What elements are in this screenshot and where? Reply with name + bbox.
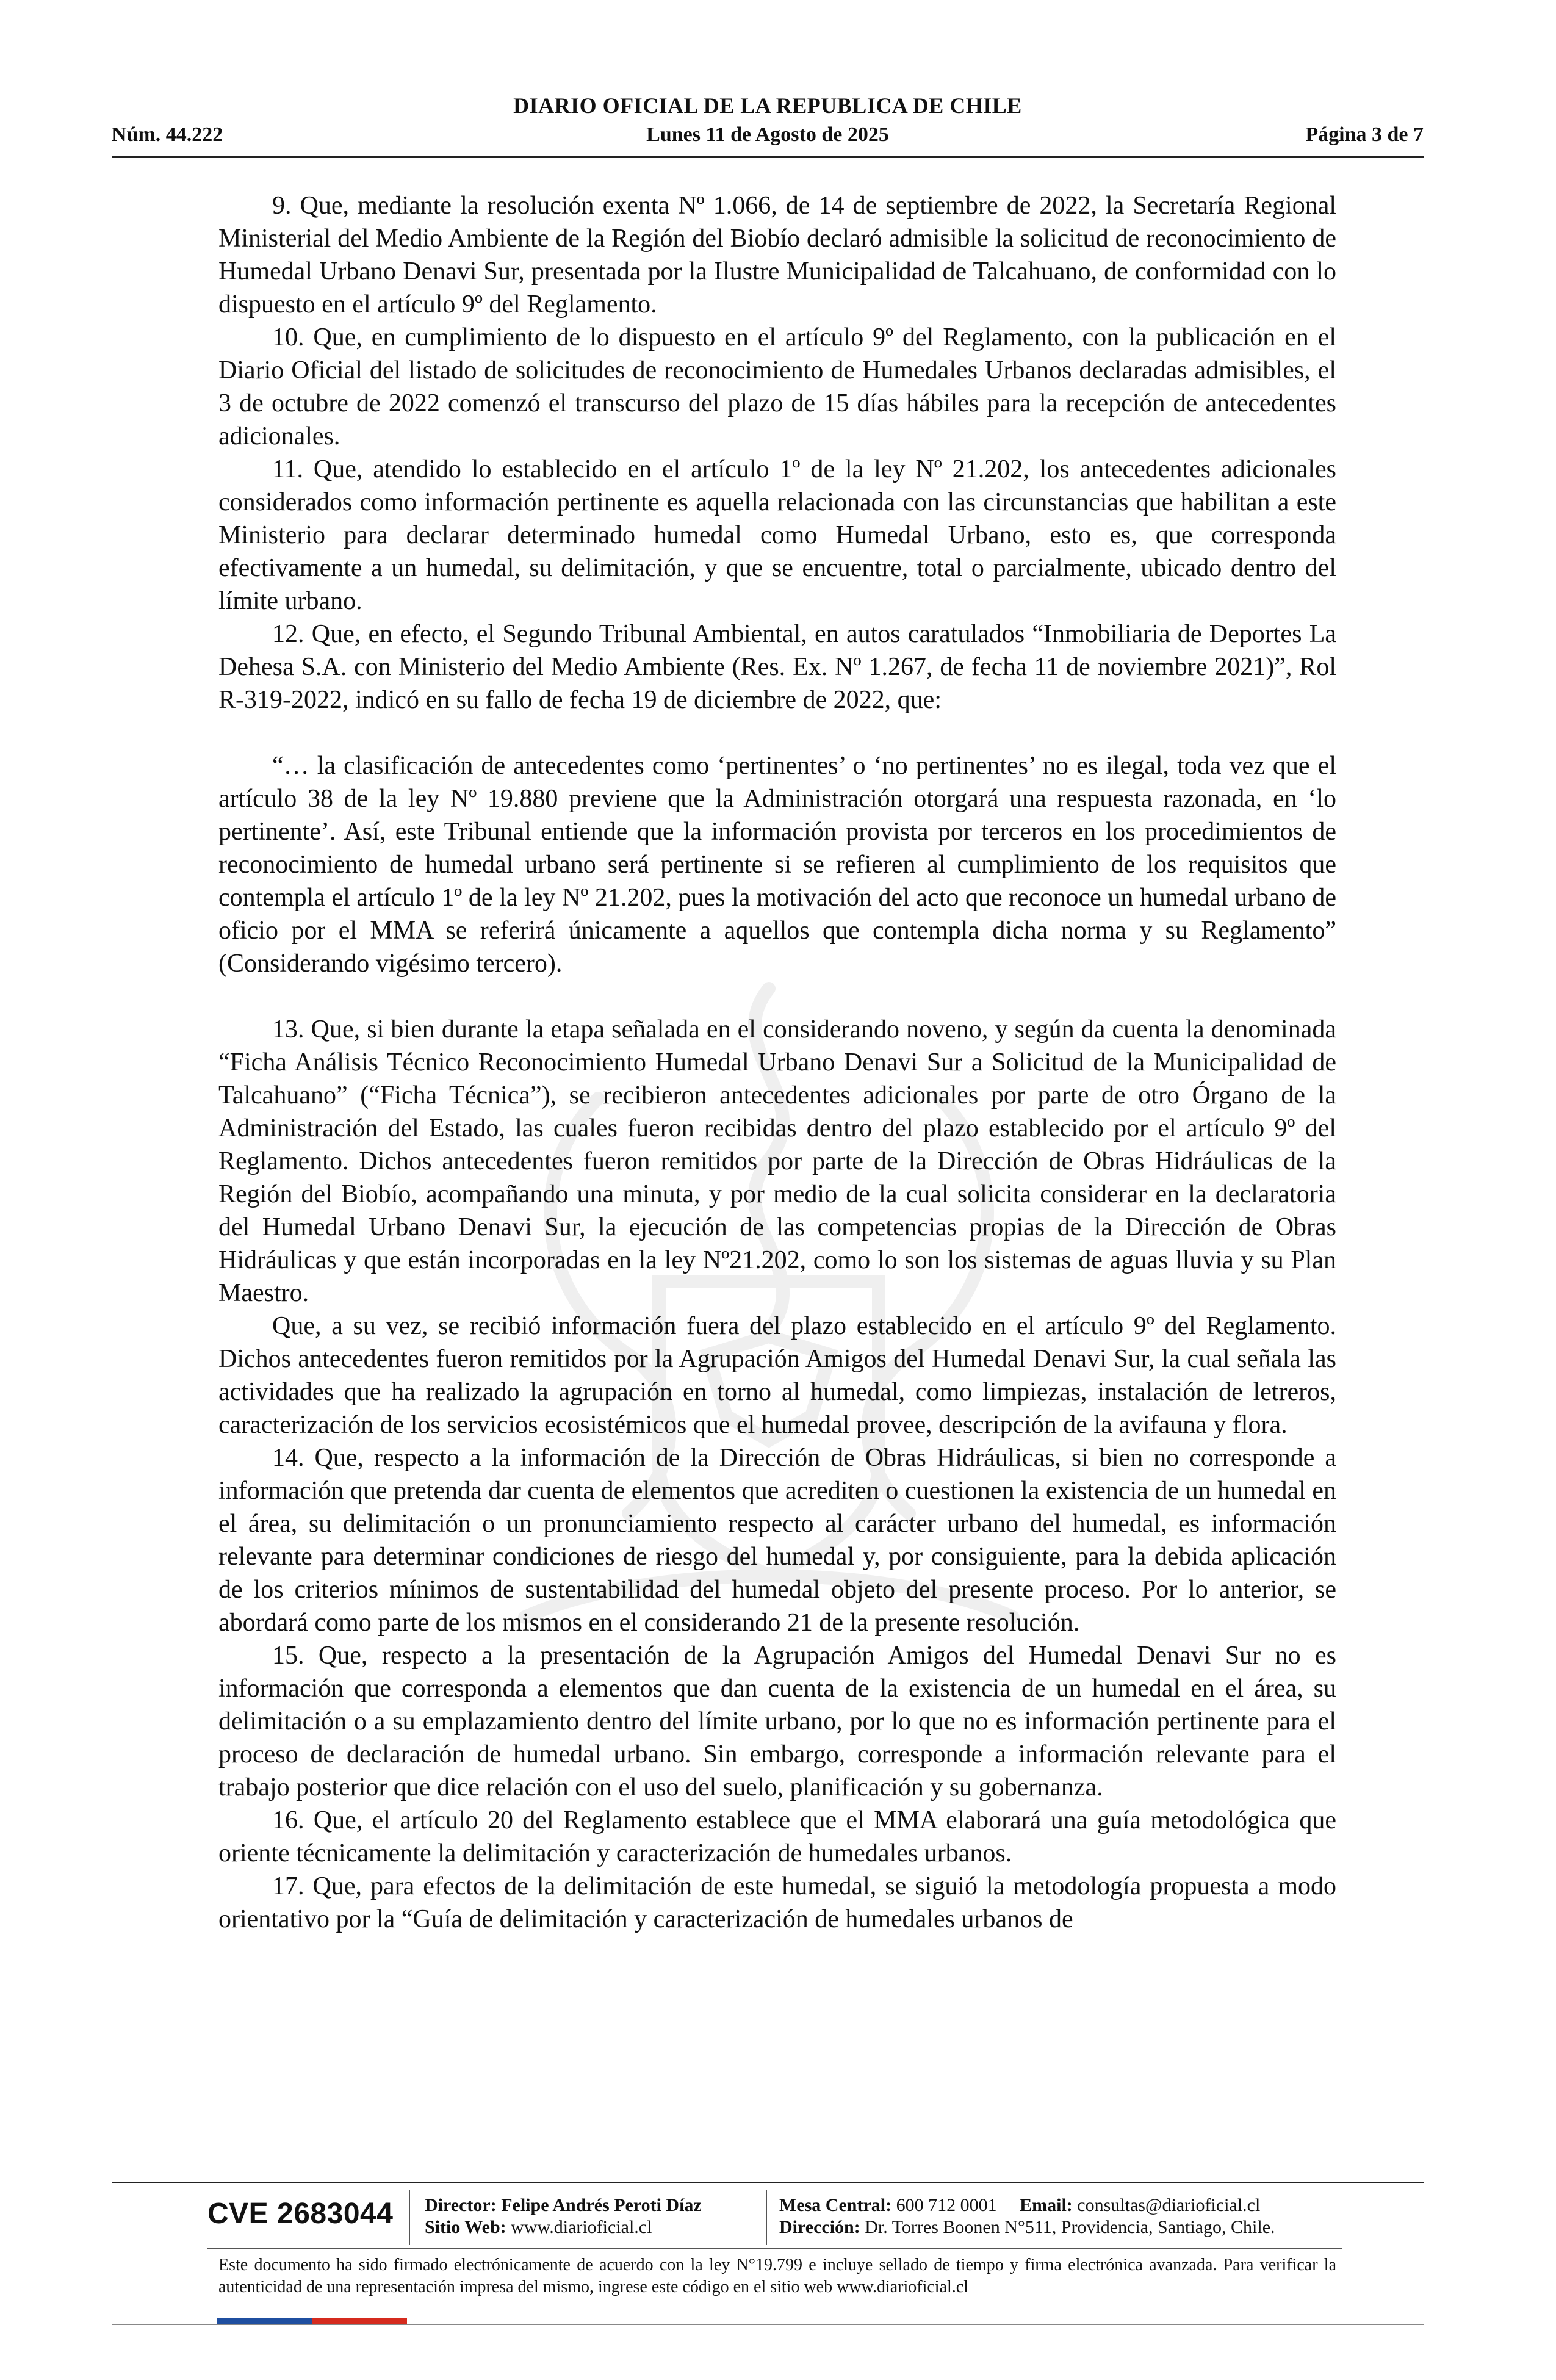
issue-number: Núm. 44.222 [112,123,223,146]
signature-disclaimer: Este documento ha sido firmado electrónicamente de acuerdo con la ley N°19.799 e incluye sellado de tiempo y firma electrónica avanzada. Para verificar la autenticidad de una representación impresa del mismo, ingrese este código en el sitio web www.diarioficial.cl [218,2256,1336,2296]
page-header [112,93,1424,160]
contact-block [779,2194,1275,2238]
email-link[interactable]: consultas@diarioficial.cl [1077,2195,1261,2215]
page-number: Página 3 de 7 [1305,123,1424,146]
issue-date: Lunes 11 de Agosto de 2025 [646,123,889,146]
publication-title: DIARIO OFICIAL DE LA REPUBLICA DE CHILE [513,93,1022,118]
address-line [779,2216,1275,2238]
paragraph-14: 14. Que, respecto a la información de la Dirección de Obras Hidráulicas, si bien no corresponde a información que pretenda dar cuenta de elementos que acrediten o cuestionen la existencia de un humedal en el área, su delimitación o un pronunciamiento respecto al carácter urbano del humedal, es información relevante para determinar condiciones de riesgo del humedal y, por consiguiente, para la debida aplicación de los criterios mínimos de sustentabilidad del humedal objeto del presente proceso. Por lo anterior, se abordará como parte de los mismos en el considerando 21 de la presente resolución. [218,1444,1336,1637]
footer-separator [409,2190,410,2245]
phone-label: Mesa Central: [779,2195,892,2215]
header-divider [112,156,1424,158]
footer-bottom-divider [112,2324,1424,2325]
paragraph-16: 16. Que, el artículo 20 del Reglamento establece que el MMA elaborará una guía metodológica que oriente técnicamente la delimitación y caracterización de humedales urbanos. [218,1806,1336,1867]
email-label: Email: [1020,2195,1073,2215]
footer-separator [766,2190,767,2245]
footer-top-divider [112,2182,1424,2183]
paragraph-12: 12. Que, en efecto, el Segundo Tribunal Ambiental, en autos caratulados “Inmobiliaria de Deportes La Dehesa S.A. con Ministerio del Medio Ambiente (Res. Ex. Nº 1.267, de fecha 11 de noviembre 2021)”, Rol R-319-2022, indicó en su fallo de fecha 19 de diciembre de 2022, que: [218,620,1336,714]
cve-code: CVE 2683044 [207,2198,394,2230]
tribunal-quote: “… la clasificación de antecedentes como ‘pertinentes’ o ‘no pertinentes’ no es ilegal, toda vez que el artículo 38 de la ley Nº 19.880 previene que la Administración otorgará una respuesta razonada, en ‘lo pertinente’. Así, este Tribunal entiende que la información provista por terceros en los procedimientos de reconocimiento de humedal urbano será pertinente si se refieren al cumplimiento de los requisitos que contempla el artículo 1º de la ley Nº 21.202, pues la motivación del acto que reconoce un humedal urbano de oficio por el MMA se referirá únicamente a aquellos que contempla dicha norma y su Reglamento” (Considerando vigésimo tercero). [218,752,1336,978]
paragraph-15: 15. Que, respecto a la presentación de la Agrupación Amigos del Humedal Denavi Sur no es información que corresponda a elementos que dan cuenta de la existencia de un humedal en el área, su delimitación o a su emplazamiento dentro del límite urbano, por lo que no es información pertinente para el proceso de declaración de humedal urbano. Sin embargo, corresponde a información relevante para el trabajo posterior que dice relación con el uso del suelo, planificación y su gobernanza. [218,1642,1336,1801]
phone-value: 600 712 0001 [896,2195,997,2215]
website-link[interactable]: www.diarioficial.cl [511,2217,652,2237]
document-body [218,189,1336,1936]
paragraph-11: 11. Que, atendido lo establecido en el artículo 1º de la ley Nº 21.202, los antecedentes adicionales considerados como información pertinente es aquella relacionada con las circunstancias que habilitan a este Ministerio para declarar determinado humedal como Humedal Urbano, esto es, que corresponda efectivamente a un humedal, su delimitación, y que se encuentre, total o parcialmente, ubicado dentro del límite urbano. [218,455,1336,615]
footer-divider [207,2248,1342,2249]
paragraph-13-continued: Que, a su vez, se recibió información fuera del plazo establecido en el artículo 9º del Reglamento. Dichos antecedentes fueron remitidos por la Agrupación Amigos del Humedal Denavi Sur, la cual señala las actividades que ha realizado la agrupación en torno al humedal, como limpiezas, instalación de letreros, caracterización de los servicios ecosistémicos que el humedal provee, descripción de la avifauna y flora. [218,1312,1336,1439]
paragraph-13: 13. Que, si bien durante la etapa señalada en el considerando noveno, y según da cuenta la denominada “Ficha Análisis Técnico Reconocimiento Humedal Urbano Denavi Sur a Solicitud de la Municipalidad de Talcahuano” (“Ficha Técnica”), se recibieron antecedentes adicionales por parte de otro Órgano de la Administración del Estado, las cuales fueron recibidas dentro del plazo establecido por el artículo 9º del Reglamento. Dichos antecedentes fueron remitidos por parte de la Dirección de Obras Hidráulicas de la Región del Biobío, acompañando una minuta, y por medio de la cual solicita considerar en la declaratoria del Humedal Urbano Denavi Sur, la ejecución de las competencias propias de la Dirección de Obras Hidráulicas y que están incorporadas en la ley Nº21.202, como lo son los sistemas de aguas lluvia y su Plan Maestro. [218,1015,1336,1307]
director-block [425,2194,702,2238]
paragraph-10: 10. Que, en cumplimiento de lo dispuesto en el artículo 9º del Reglamento, con la publicación en el Diario Oficial del listado de solicitudes de reconocimiento de Humedales Urbanos declaradas admisibles, el 3 de octubre de 2022 comenzó el transcurso del plazo de 15 días hábiles para la recepción de antecedentes adicionales. [218,323,1336,450]
address-value: Dr. Torres Boonen N°511, Providencia, Santiago, Chile. [865,2217,1275,2237]
website-label: Sitio Web: [425,2217,506,2237]
paragraph-9: 9. Que, mediante la resolución exenta Nº 1.066, de 14 de septiembre de 2022, la Secretaría Regional Ministerial del Medio Ambiente de la Región del Biobío declaró admisible la solicitud de reconocimiento de Humedal Urbano Denavi Sur, presentada por la Ilustre Municipalidad de Talcahuano, de conformidad con lo dispuesto en el artículo 9º del Reglamento. [218,192,1336,319]
paragraph-17: 17. Que, para efectos de la delimitación de este humedal, se siguió la metodología propuesta a modo orientativo por la “Guía de delimitación y caracterización de humedales urbanos de [218,1872,1336,1933]
contact-line [779,2194,1275,2216]
website-line [425,2216,702,2238]
director-name: Director: Felipe Andrés Peroti Díaz [425,2195,702,2215]
address-label: Dirección: [779,2217,860,2237]
